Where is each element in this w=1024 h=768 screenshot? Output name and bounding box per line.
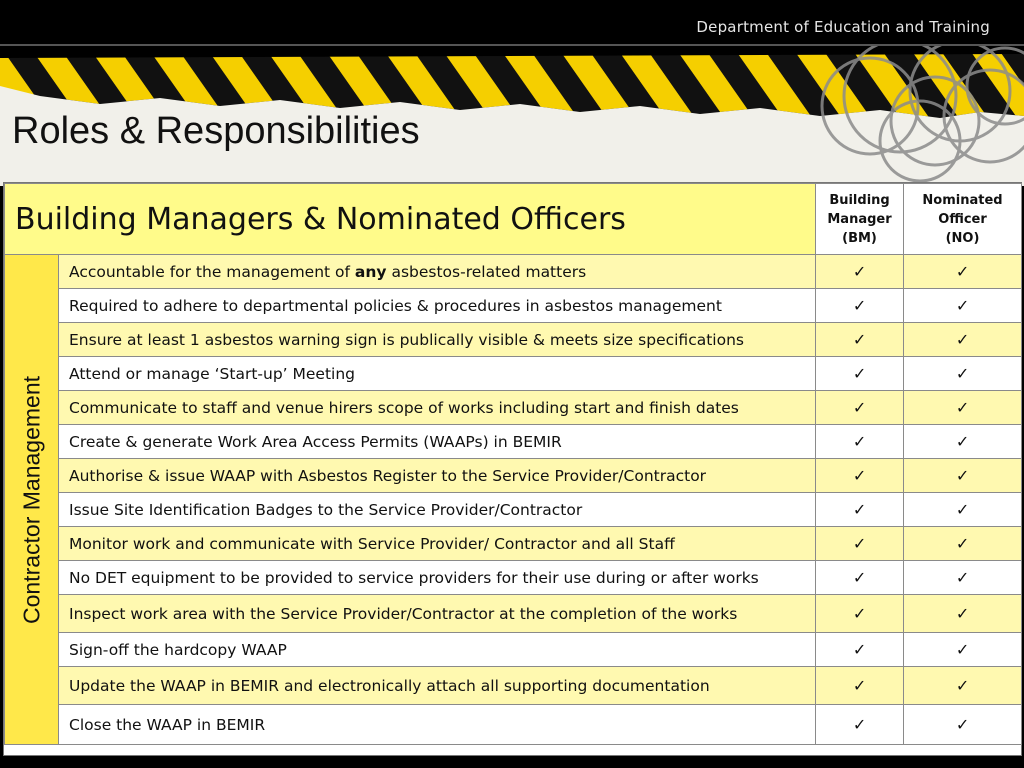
checkmark-icon: ✓ — [904, 561, 1022, 595]
checkmark-icon: ✓ — [904, 425, 1022, 459]
checkmark-icon: ✓ — [816, 705, 904, 745]
checkmark-icon: ✓ — [816, 391, 904, 425]
row-text: No DET equipment to be provided to service providers for their use during or after works — [69, 568, 759, 587]
checkmark-icon: ✓ — [904, 289, 1022, 323]
row-description — [59, 705, 816, 745]
row-description — [59, 425, 816, 459]
row-text: Update the WAAP in BEMIR and electronically attach all supporting documentation — [69, 676, 710, 695]
row-text: Ensure at least 1 asbestos warning sign is publically visible & meets size specifications — [69, 330, 744, 349]
row-description — [59, 493, 816, 527]
row-description — [59, 527, 816, 561]
row-description — [59, 357, 816, 391]
row-text: Accountable for the management of — [69, 262, 355, 281]
table-row — [5, 391, 1022, 425]
table-row — [5, 527, 1022, 561]
checkmark-icon: ✓ — [816, 595, 904, 633]
table-row — [5, 667, 1022, 705]
checkmark-icon: ✓ — [816, 323, 904, 357]
responsibilities-table — [3, 182, 1022, 756]
column-header-line: Manager — [827, 211, 892, 227]
checkmark-icon: ✓ — [904, 323, 1022, 357]
row-description — [59, 391, 816, 425]
checkmark-icon: ✓ — [816, 459, 904, 493]
row-text: Create & generate Work Area Access Permits (WAAPs) in BEMIR — [69, 432, 562, 451]
side-label-cell — [5, 255, 59, 745]
table-row — [5, 633, 1022, 667]
column-header-line: (BM) — [842, 230, 877, 246]
row-text: Issue Site Identification Badges to the Service Provider/Contractor — [69, 500, 583, 519]
checkmark-icon: ✓ — [904, 255, 1022, 289]
checkmark-icon: ✓ — [904, 705, 1022, 745]
row-description — [59, 289, 816, 323]
column-header-bm — [816, 184, 904, 255]
row-text: Close the WAAP in BEMIR — [69, 715, 266, 734]
row-description — [59, 459, 816, 493]
slide-title: Roles & Responsibilities — [12, 110, 420, 152]
row-description — [59, 595, 816, 633]
row-description — [59, 633, 816, 667]
column-header-line: Building — [829, 192, 890, 208]
checkmark-icon: ✓ — [904, 595, 1022, 633]
table-row — [5, 425, 1022, 459]
checkmark-icon: ✓ — [904, 493, 1022, 527]
row-description — [59, 667, 816, 705]
row-text: Attend or manage ‘Start-up’ Meeting — [69, 364, 356, 383]
checkmark-icon: ✓ — [816, 561, 904, 595]
column-header-line: Nominated — [922, 192, 1003, 208]
side-label: Contractor Management — [18, 375, 44, 624]
table-row — [5, 289, 1022, 323]
column-header-line: Officer — [938, 211, 987, 227]
row-description — [59, 255, 816, 289]
checkmark-icon: ✓ — [904, 391, 1022, 425]
top-bar — [0, 0, 1024, 46]
row-text: Authorise & issue WAAP with Asbestos Register to the Service Provider/Contractor — [69, 466, 707, 485]
row-text-emphasis: any — [354, 262, 387, 281]
row-text: Monitor work and communicate with Service Provider/ Contractor and all Staff — [69, 534, 675, 553]
table-row — [5, 357, 1022, 391]
table-heading: Building Managers & Nominated Officers — [5, 184, 816, 255]
checkmark-icon: ✓ — [816, 493, 904, 527]
checkmark-icon: ✓ — [816, 425, 904, 459]
checkmark-icon: ✓ — [904, 633, 1022, 667]
table-row — [5, 255, 1022, 289]
table-row — [5, 595, 1022, 633]
checkmark-icon: ✓ — [816, 633, 904, 667]
checkmark-icon: ✓ — [904, 527, 1022, 561]
table-row — [5, 705, 1022, 745]
row-text: Sign-off the hardcopy WAAP — [69, 640, 287, 659]
row-text: Required to adhere to departmental policies & procedures in asbestos management — [69, 296, 722, 315]
table-row — [5, 493, 1022, 527]
checkmark-icon: ✓ — [816, 289, 904, 323]
checkmark-icon: ✓ — [816, 527, 904, 561]
column-header-line: (NO) — [945, 230, 980, 246]
checkmark-icon: ✓ — [816, 357, 904, 391]
row-text: Communicate to staff and venue hirers scope of works including start and finish dates — [69, 398, 739, 417]
checkmark-icon: ✓ — [816, 667, 904, 705]
table-row — [5, 561, 1022, 595]
checkmark-icon: ✓ — [816, 255, 904, 289]
checkmark-icon: ✓ — [904, 357, 1022, 391]
row-text: asbestos-related matters — [386, 262, 587, 281]
row-text: Inspect work area with the Service Provider/Contractor at the completion of the works — [69, 604, 738, 623]
table — [4, 183, 1022, 745]
column-header-no — [904, 184, 1022, 255]
department-name: Department of Education and Training — [696, 18, 990, 36]
row-description — [59, 561, 816, 595]
table-row — [5, 459, 1022, 493]
checkmark-icon: ✓ — [904, 667, 1022, 705]
row-description — [59, 323, 816, 357]
checkmark-icon: ✓ — [904, 459, 1022, 493]
table-row — [5, 323, 1022, 357]
